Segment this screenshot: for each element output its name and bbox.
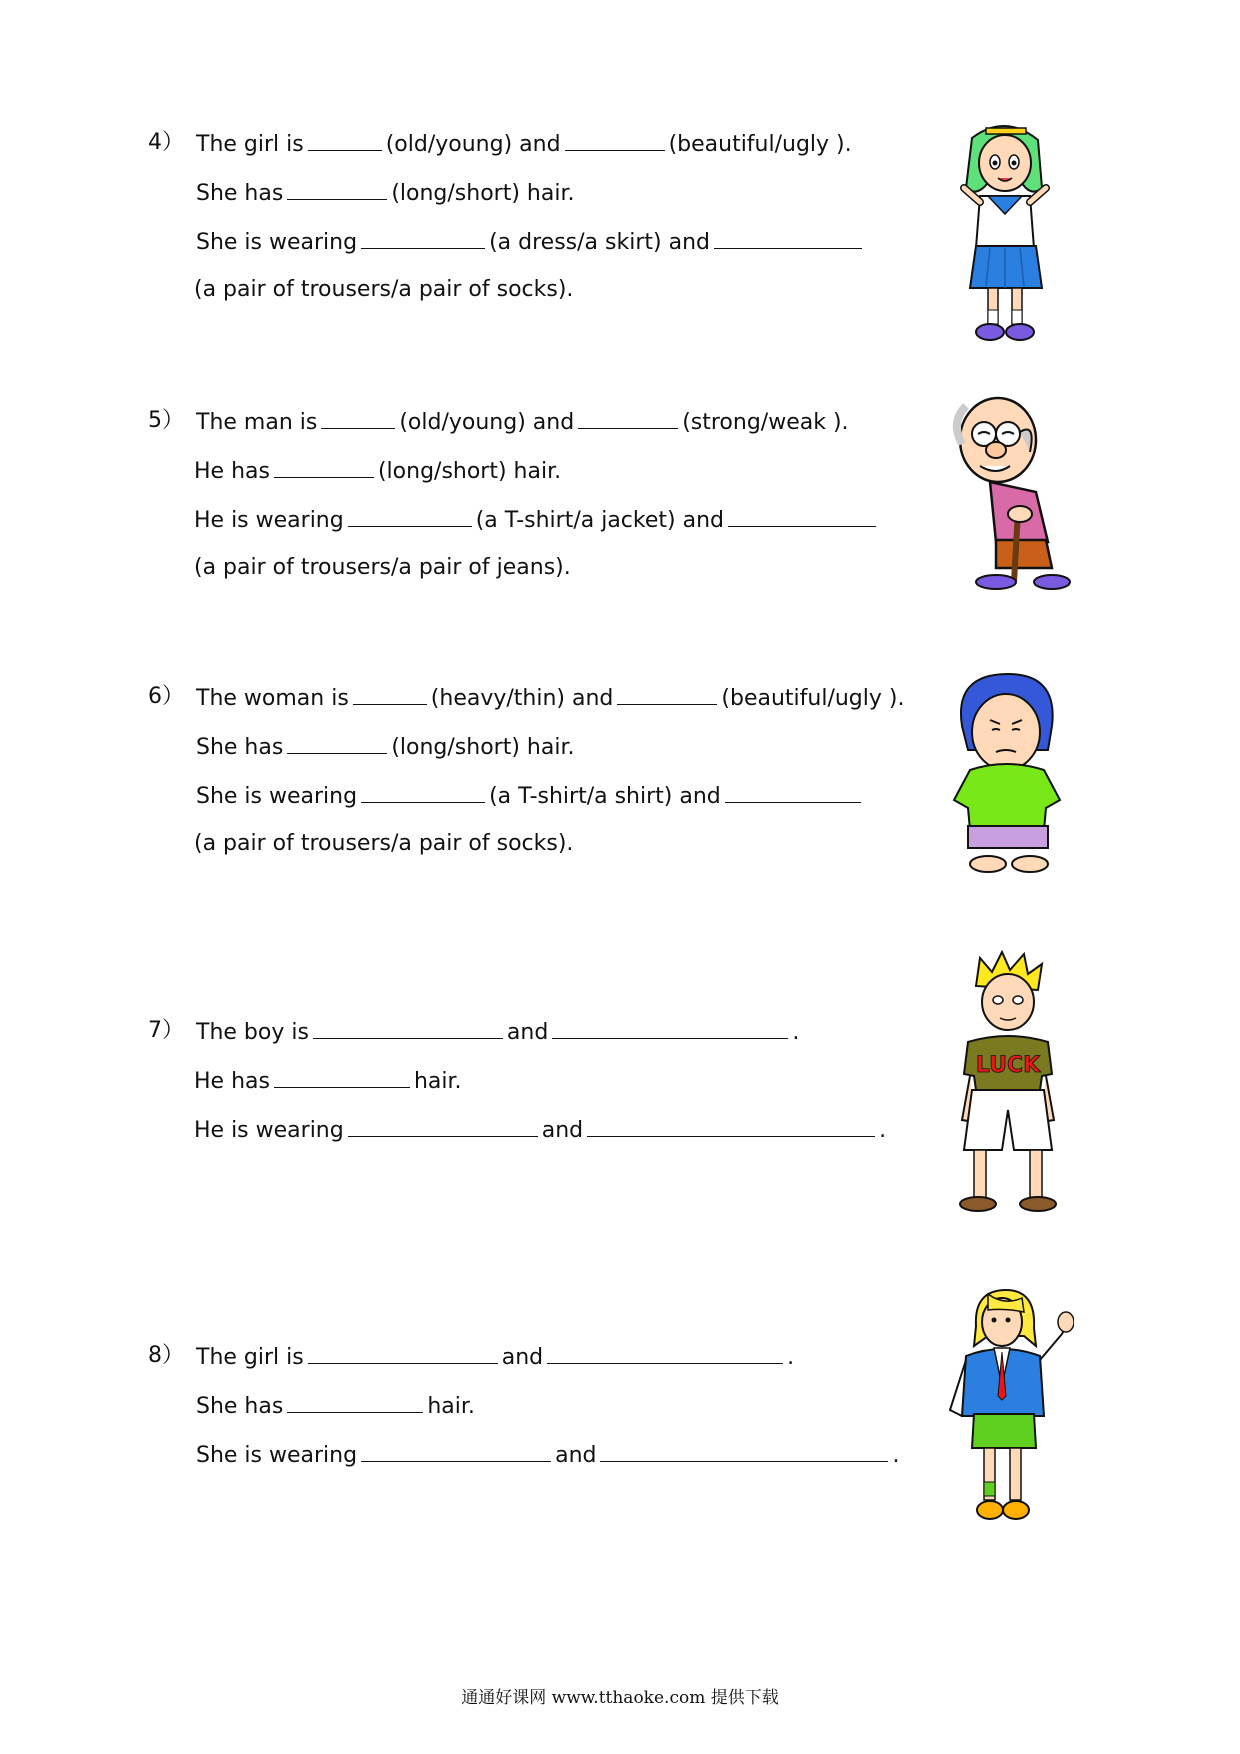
sentence-1 bbox=[196, 682, 904, 714]
sentence-text: The boy is bbox=[196, 1020, 309, 1045]
exercise-number: 6） bbox=[148, 684, 184, 709]
options-text: (old/young) and bbox=[385, 132, 561, 157]
answer-blank[interactable] bbox=[287, 177, 387, 200]
sentence-text: The woman is bbox=[196, 686, 349, 711]
answer-blank[interactable] bbox=[578, 406, 678, 429]
answer-blank[interactable] bbox=[728, 504, 876, 527]
sentence-4: (a pair of trousers/a pair of jeans). bbox=[194, 555, 571, 580]
footer-credit: 通通好课网 www.tthaoke.com 提供下载 bbox=[461, 1688, 779, 1708]
sentence-text: She has bbox=[196, 1394, 284, 1419]
answer-blank[interactable] bbox=[348, 1114, 538, 1137]
sentence-2 bbox=[196, 1390, 475, 1422]
answer-blank[interactable] bbox=[313, 1016, 503, 1039]
options-text: (old/young) and bbox=[399, 410, 575, 435]
sentence-text: The girl is bbox=[196, 1345, 304, 1370]
answer-blank[interactable] bbox=[308, 1341, 498, 1364]
sentence-text: He has bbox=[194, 459, 270, 484]
options-text: hair. bbox=[413, 1069, 462, 1094]
exercise-number: 8） bbox=[148, 1343, 184, 1368]
answer-blank[interactable] bbox=[617, 682, 717, 705]
answer-blank[interactable] bbox=[321, 406, 395, 429]
options-text: and bbox=[555, 1443, 597, 1468]
options-text: and bbox=[541, 1118, 584, 1143]
boy-luck-shirt-picture bbox=[948, 950, 1068, 1220]
answer-blank[interactable] bbox=[353, 682, 427, 705]
options-text: (long/short) hair. bbox=[377, 459, 562, 484]
answer-blank[interactable] bbox=[361, 226, 485, 249]
sentence-text: The girl is bbox=[196, 132, 304, 157]
options-text: (long/short) hair. bbox=[391, 181, 575, 206]
exercise-number: 5） bbox=[148, 408, 184, 433]
answer-blank[interactable] bbox=[587, 1114, 875, 1137]
answer-blank[interactable] bbox=[274, 455, 374, 478]
answer-blank[interactable] bbox=[600, 1439, 888, 1462]
sentence-3 bbox=[194, 1114, 886, 1146]
options-text: (strong/weak ). bbox=[682, 410, 849, 435]
answer-blank[interactable] bbox=[361, 1439, 551, 1462]
old-man-picture bbox=[940, 392, 1076, 598]
options-text: (heavy/thin) and bbox=[430, 686, 614, 711]
end-punct: . bbox=[792, 1020, 800, 1045]
heavy-woman-picture bbox=[948, 670, 1068, 876]
options-text: and bbox=[501, 1345, 544, 1370]
options-text: (beautiful/ugly ). bbox=[668, 132, 852, 157]
end-punct: . bbox=[892, 1443, 900, 1468]
answer-blank[interactable] bbox=[725, 780, 861, 803]
answer-blank[interactable] bbox=[348, 504, 472, 527]
girl-blue-jacket-picture bbox=[944, 1286, 1074, 1536]
options-text: (a T-shirt/a jacket) and bbox=[475, 508, 724, 533]
answer-blank[interactable] bbox=[547, 1341, 783, 1364]
end-punct: . bbox=[787, 1345, 795, 1370]
answer-blank[interactable] bbox=[361, 780, 485, 803]
sentence-4: (a pair of trousers/a pair of socks). bbox=[194, 277, 574, 302]
girl-schoolgirl-picture bbox=[950, 118, 1060, 348]
options-text: (long/short) hair. bbox=[391, 735, 575, 760]
answer-blank[interactable] bbox=[287, 1390, 423, 1413]
options-text: and bbox=[506, 1020, 549, 1045]
sentence-text: He is wearing bbox=[194, 1118, 344, 1143]
answer-blank[interactable] bbox=[274, 1065, 410, 1088]
options-text: (a T-shirt/a shirt) and bbox=[489, 784, 721, 809]
answer-blank[interactable] bbox=[714, 226, 862, 249]
sentence-text: The man is bbox=[196, 410, 318, 435]
shirt-luck-text: LUCK bbox=[975, 1053, 1041, 1078]
end-punct: . bbox=[879, 1118, 887, 1143]
sentence-2 bbox=[196, 731, 574, 763]
sentence-1 bbox=[196, 128, 852, 160]
sentence-2 bbox=[194, 455, 561, 487]
sentence-text: He is wearing bbox=[194, 508, 344, 533]
sentence-text: She is wearing bbox=[196, 784, 358, 809]
answer-blank[interactable] bbox=[552, 1016, 788, 1039]
sentence-3 bbox=[196, 1439, 899, 1471]
sentence-text: She is wearing bbox=[196, 230, 358, 255]
sentence-3 bbox=[196, 226, 866, 258]
sentence-text: She has bbox=[196, 181, 284, 206]
options-text: (a dress/a skirt) and bbox=[489, 230, 710, 255]
options-text: (beautiful/ugly ). bbox=[721, 686, 905, 711]
sentence-2 bbox=[194, 1065, 462, 1097]
sentence-1 bbox=[196, 406, 849, 438]
sentence-text: He has bbox=[194, 1069, 270, 1094]
options-text: hair. bbox=[427, 1394, 475, 1419]
exercise-number: 7） bbox=[148, 1018, 184, 1043]
sentence-2 bbox=[196, 177, 574, 209]
sentence-3 bbox=[194, 504, 880, 536]
answer-blank[interactable] bbox=[565, 128, 665, 151]
exercise-number: 4） bbox=[148, 130, 184, 155]
sentence-1 bbox=[196, 1016, 799, 1048]
sentence-3 bbox=[196, 780, 865, 812]
sentence-text: She is wearing bbox=[196, 1443, 358, 1468]
answer-blank[interactable] bbox=[308, 128, 382, 151]
sentence-4: (a pair of trousers/a pair of socks). bbox=[194, 831, 574, 856]
answer-blank[interactable] bbox=[287, 731, 387, 754]
sentence-1 bbox=[196, 1341, 794, 1373]
sentence-text: She has bbox=[196, 735, 284, 760]
